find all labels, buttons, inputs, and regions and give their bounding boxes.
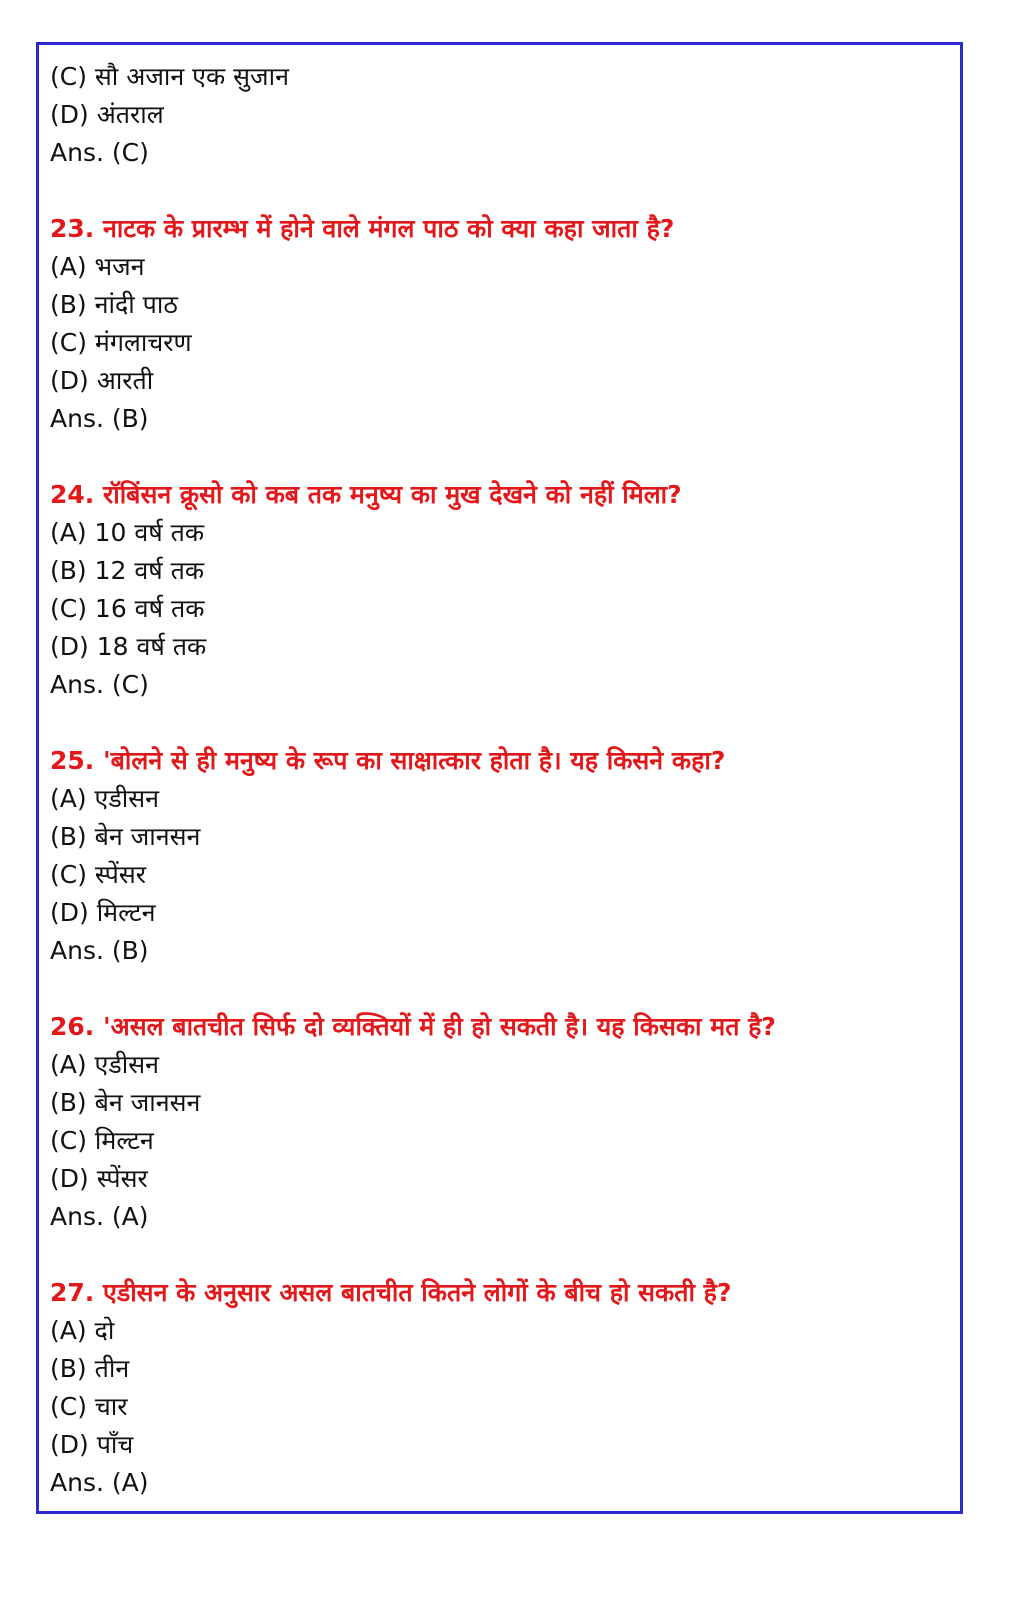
option-a: (A) एडीसन	[50, 1050, 160, 1079]
option-c: (C) चार	[50, 1392, 128, 1421]
question-text: 27. एडीसन के अनुसार असल बातचीत कितने लोगों के बीच हो सकती है?	[50, 1278, 732, 1307]
option-d: (D) आरती	[50, 366, 154, 395]
spacer	[50, 704, 950, 742]
answer: Ans. (C)	[50, 670, 149, 699]
option-b: (B) बेन जानसन	[50, 822, 201, 851]
option-c: (C) स्पेंसर	[50, 860, 146, 889]
option-d: (D) स्पेंसर	[50, 1164, 148, 1193]
option-b: (B) बेन जानसन	[50, 1088, 201, 1117]
option-b: (B) तीन	[50, 1354, 130, 1383]
question-text: 26. 'असल बातचीत सिर्फ दो व्यक्तियों में ही हो सकती है। यह किसका मत है?	[50, 1012, 776, 1041]
answer: Ans. (C)	[50, 138, 149, 167]
question-block-25	[50, 742, 950, 970]
option-c: (C) 16 वर्ष तक	[50, 594, 205, 623]
question-text: 23. नाटक के प्रारम्भ में होने वाले मंगल पाठ को क्या कहा जाता है?	[50, 214, 675, 243]
option-a: (A) दो	[50, 1316, 115, 1345]
question-text: 24. रॉबिंसन क्रूसो को कब तक मनुष्य का मुख देखने को नहीं मिला?	[50, 480, 682, 509]
option-d: (D) अंतराल	[50, 100, 164, 129]
spacer	[50, 438, 950, 476]
question-text: 25. 'बोलने से ही मनुष्य के रूप का साक्षात्कार होता है। यह किसने कहा?	[50, 746, 726, 775]
answer: Ans. (B)	[50, 404, 149, 433]
quiz-content	[50, 58, 950, 1502]
spacer	[50, 970, 950, 1008]
option-d: (D) मिल्टन	[50, 898, 156, 927]
option-d: (D) 18 वर्ष तक	[50, 632, 207, 661]
spacer	[50, 1236, 950, 1274]
answer: Ans. (A)	[50, 1468, 149, 1497]
option-c: (C) सौ अजान एक सुजान	[50, 62, 289, 91]
option-a: (A) एडीसन	[50, 784, 160, 813]
question-block-26	[50, 1008, 950, 1236]
question-block-24	[50, 476, 950, 704]
option-b: (B) नांदी पाठ	[50, 290, 178, 319]
option-d: (D) पाँच	[50, 1430, 134, 1459]
question-block-27	[50, 1274, 950, 1502]
option-a: (A) भजन	[50, 252, 145, 281]
option-c: (C) मंगलाचरण	[50, 328, 192, 357]
spacer	[50, 172, 950, 210]
answer: Ans. (A)	[50, 1202, 149, 1231]
option-c: (C) मिल्टन	[50, 1126, 154, 1155]
intro-block	[50, 58, 950, 172]
answer: Ans. (B)	[50, 936, 149, 965]
option-b: (B) 12 वर्ष तक	[50, 556, 205, 585]
question-block-23	[50, 210, 950, 438]
option-a: (A) 10 वर्ष तक	[50, 518, 205, 547]
